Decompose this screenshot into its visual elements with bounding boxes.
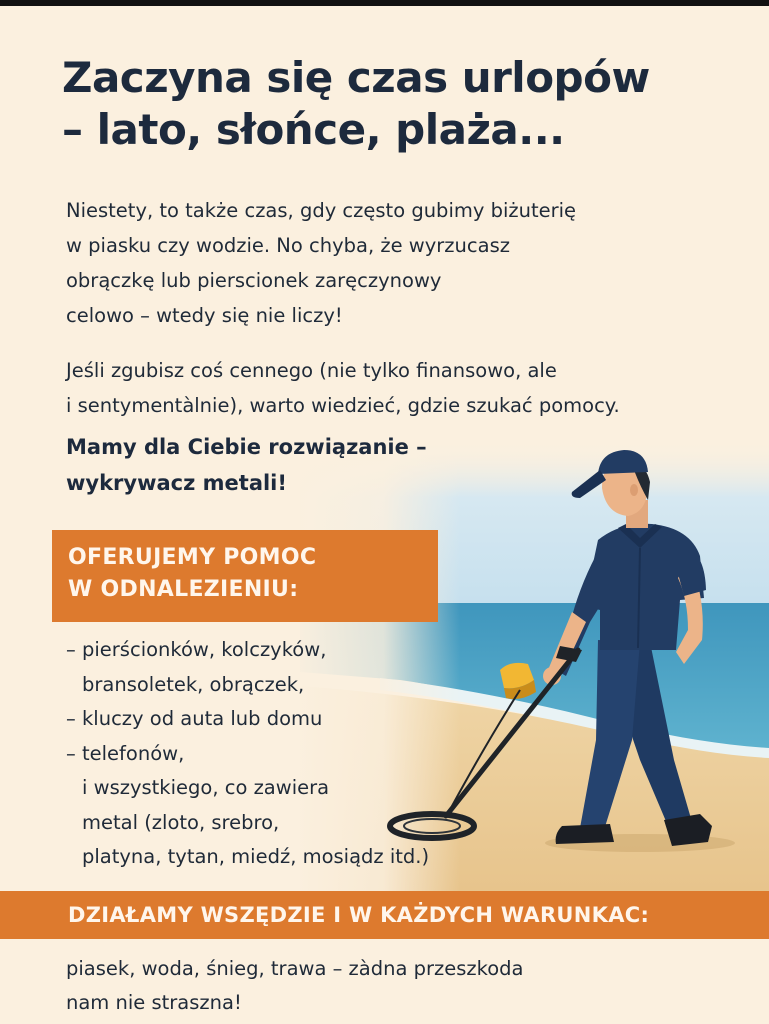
advice-paragraph (66, 353, 620, 423)
list-item-text: platyna, tytan, miedź, mosiądz itd.) (82, 845, 430, 868)
work-banner-text: DZIAŁAMY WSZĘDZIE I W KAŻDYCH WARUNKAC: (68, 903, 650, 927)
list-item (66, 806, 429, 841)
list-item-text: metal (zloto, srebro, (82, 810, 280, 834)
list-dash: – (66, 638, 76, 661)
list-item (66, 840, 429, 875)
title-line-2: – lato, słońce, plaża... (62, 105, 565, 154)
offer-banner-line: OFERUJEMY POMOC (68, 545, 317, 570)
list-item (66, 702, 429, 737)
list-item (66, 633, 429, 668)
solution-line: Mamy dla Ciebie rozwiązanie – (66, 435, 427, 459)
intro-line: Niestety, to także czas, gdy często gubimy biżuterię (66, 199, 577, 222)
work-conditions (66, 952, 524, 1020)
work-line: nam nie straszna! (66, 991, 242, 1014)
list-item-text: bransoletek, obrączek, (82, 672, 305, 696)
offer-list (66, 633, 429, 875)
intro-line: obrączkę lub pierscionek zaręczynowy (66, 269, 442, 292)
list-item-text: kluczy od auta lub domu (82, 707, 323, 730)
list-item (66, 771, 429, 806)
list-item-text: telefonów, (82, 741, 185, 765)
work-banner (0, 891, 769, 939)
intro-paragraph (66, 193, 576, 333)
title-line-1: Zaczyna się czas urlopów (62, 53, 650, 102)
list-item-text: pierścionków, kolczyków, (82, 638, 327, 661)
page-title (62, 52, 752, 156)
intro-line: celowo – wtedy się nie liczy! (66, 304, 343, 327)
offer-banner (52, 530, 438, 622)
list-item (66, 668, 429, 703)
intro-line: w piasku czy wodzie. No chyba, że wyrzucasz (66, 234, 510, 257)
list-item (66, 737, 429, 772)
work-line: piasek, woda, śnieg, trawa – zàdna przeszkoda (66, 957, 524, 980)
solution-heading (66, 429, 427, 501)
advice-line: Jeśli zgubisz coś cennego (nie tylko finansowo, ale (66, 359, 557, 382)
offer-banner-line: W ODNALEZIENIU: (68, 577, 299, 602)
list-dash: – (66, 707, 76, 730)
advice-line: i sentymentàlnie), warto wiedzieć, gdzie szukać pomocy. (66, 394, 620, 417)
solution-line: wykrywacz metali! (66, 471, 287, 495)
list-dash: – (66, 741, 76, 765)
list-item-text: i wszystkiego, co zawiera (82, 776, 330, 799)
